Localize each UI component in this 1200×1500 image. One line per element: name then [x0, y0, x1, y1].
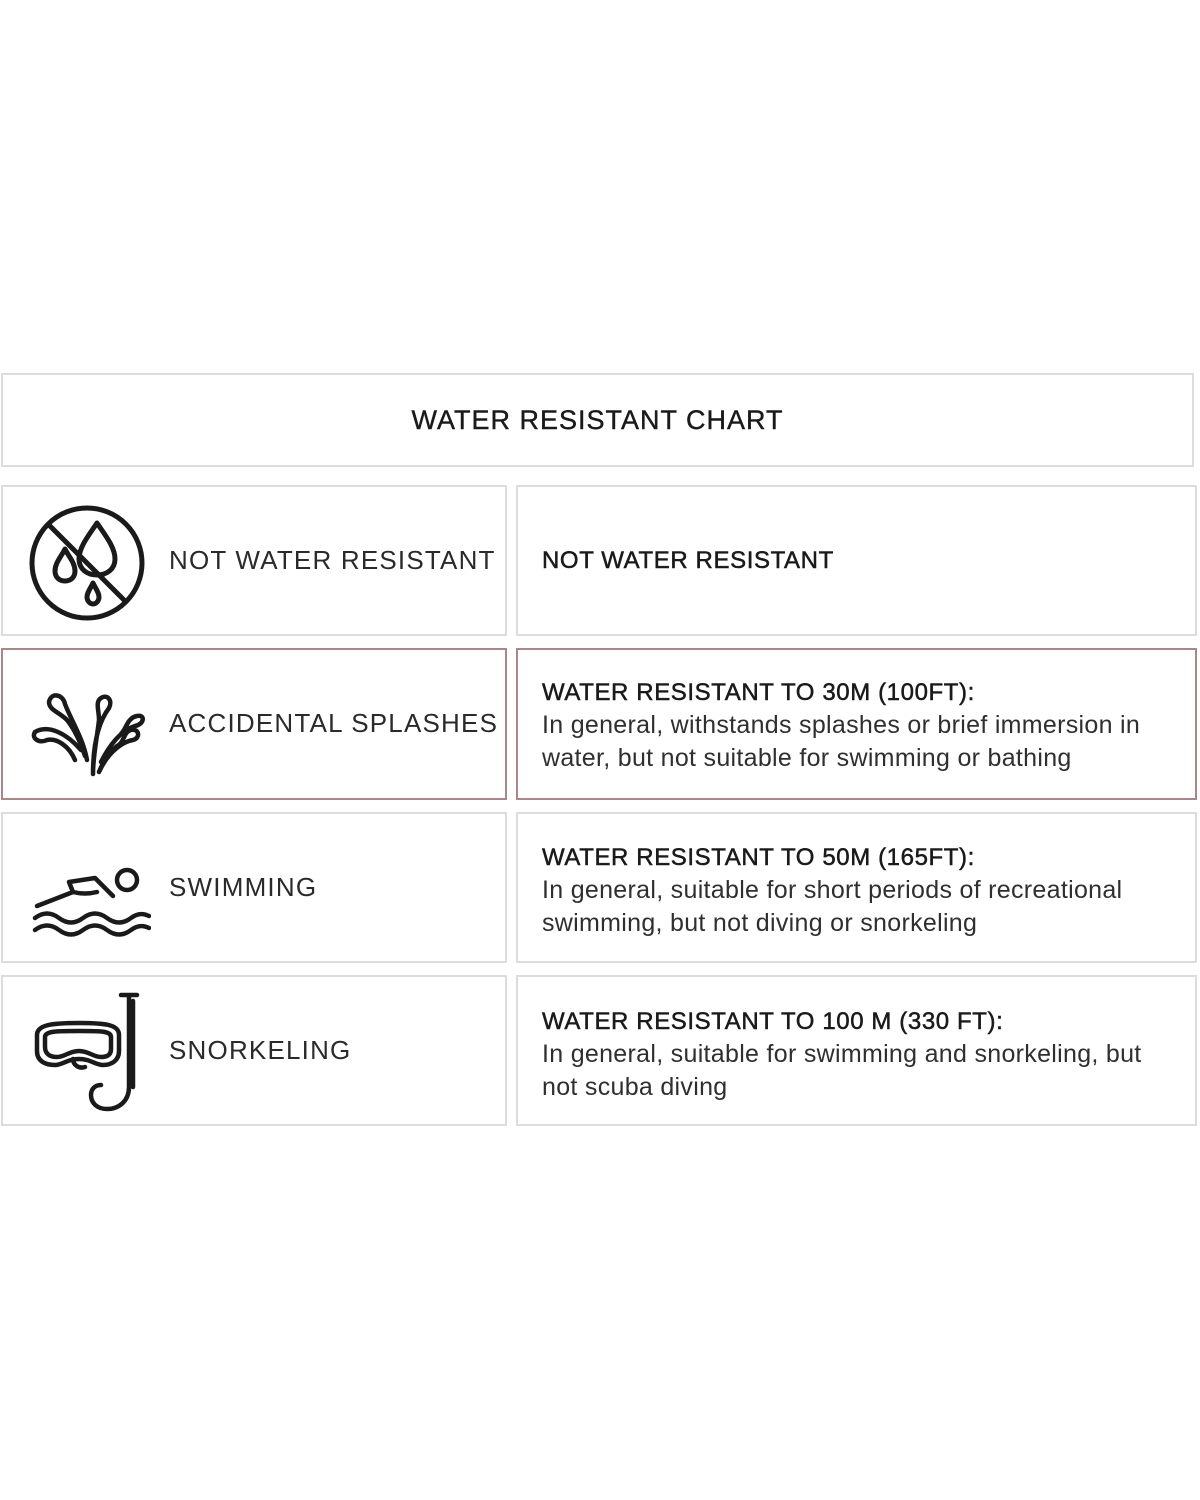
- category-label: SWIMMING: [169, 872, 318, 902]
- detail-heading: NOT WATER RESISTANT: [542, 547, 834, 574]
- row-swimming-detail: [516, 812, 1197, 963]
- row-snorkeling-category: [1, 975, 507, 1126]
- detail-description: In general, withstands splashes or brief immersion in water, but not suitable for swimming or bathing: [542, 711, 1141, 772]
- detail-description: In general, suitable for short periods of recreational swimming, but not diving or snorkeling: [542, 876, 1123, 937]
- detail-description: In general, suitable for swimming and snorkeling, but not scuba diving: [542, 1040, 1142, 1101]
- detail-heading: WATER RESISTANT TO 100 M (330 FT):: [542, 1008, 1004, 1035]
- splash-icon: [27, 664, 151, 788]
- category-label: ACCIDENTAL SPLASHES: [169, 708, 499, 738]
- row-snorkeling-detail: [516, 975, 1197, 1126]
- row-not-water-resistant-category: [1, 485, 507, 636]
- detail-heading: WATER RESISTANT TO 50M (165FT):: [542, 844, 975, 871]
- swimmer-icon: [27, 828, 151, 952]
- category-label: SNORKELING: [169, 1035, 352, 1065]
- chart-header: [1, 373, 1194, 467]
- row-accidental-splashes-category: [1, 648, 507, 800]
- chart-title: WATER RESISTANT CHART: [411, 404, 784, 435]
- no-water-drops-icon: [27, 501, 151, 625]
- row-accidental-splashes-detail: [516, 648, 1197, 800]
- detail-heading: WATER RESISTANT TO 30M (100FT):: [542, 679, 975, 706]
- row-swimming-category: [1, 812, 507, 963]
- snorkel-mask-icon: [27, 991, 151, 1115]
- category-label: NOT WATER RESISTANT: [169, 545, 496, 575]
- row-not-water-resistant-detail: [516, 485, 1197, 636]
